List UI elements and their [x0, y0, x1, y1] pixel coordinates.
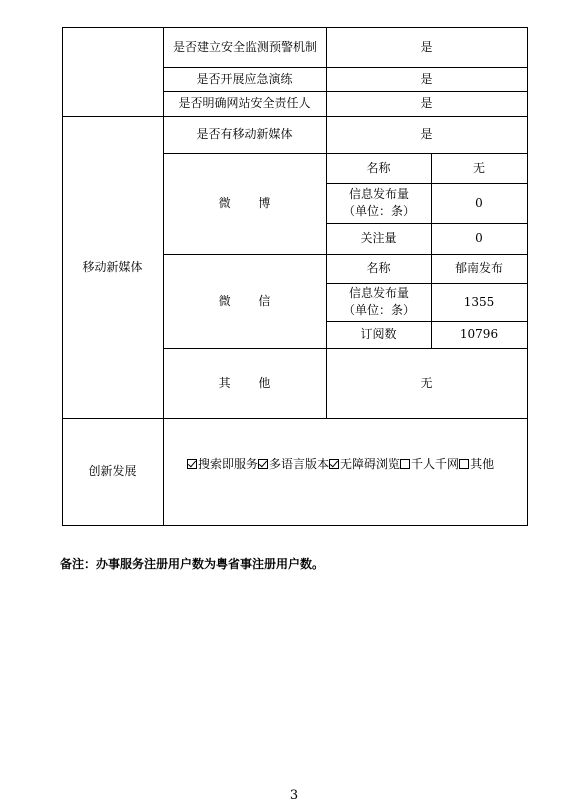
innovation-label: 创新发展 — [88, 464, 137, 478]
page-number: 3 — [289, 788, 299, 803]
row-label: 是否开展应急演练 — [196, 71, 293, 86]
option-search-service[interactable]: 搜索即服务 — [187, 457, 258, 471]
option-personalized[interactable]: 千人千网 — [400, 457, 459, 471]
row-label: 是否明确网站安全责任人 — [178, 96, 311, 110]
row-value: 是 — [420, 127, 433, 141]
wechat-subscribers-value: 10796 — [459, 327, 499, 341]
checkbox-checked-icon[interactable] — [187, 459, 197, 469]
other-media-value: 无 — [420, 375, 433, 390]
row-value: 是 — [420, 96, 433, 110]
checkbox-unchecked-icon[interactable] — [459, 459, 469, 469]
row-label: 是否有移动新媒体 — [196, 127, 293, 141]
weibo-name-value: 无 — [472, 160, 485, 175]
checkbox-checked-icon[interactable] — [329, 459, 339, 469]
wechat-posts-label: 信息发布量（单位：条） — [342, 286, 415, 317]
weibo-posts-value: 0 — [475, 195, 483, 210]
option-accessibility[interactable]: 无障碍浏览 — [329, 457, 400, 471]
wechat-label: 微 信 — [218, 293, 283, 308]
innovation-options — [187, 455, 494, 472]
checkbox-unchecked-icon[interactable] — [400, 459, 410, 469]
row-value: 是 — [420, 71, 433, 86]
option-other[interactable]: 其他 — [459, 457, 494, 471]
wechat-subscribers-label: 订阅数 — [360, 327, 397, 341]
weibo-followers-value: 0 — [475, 231, 483, 245]
weibo-posts-label: 信息发布量（单位：条） — [342, 187, 415, 218]
weibo-label: 微 博 — [218, 196, 283, 210]
wechat-posts-value: 1355 — [463, 294, 495, 309]
table-border-bottom — [62, 525, 528, 526]
other-media-label: 其 他 — [218, 375, 283, 390]
weibo-name-label: 名称 — [366, 160, 391, 175]
section-label-mobile-media: 移动新媒体 — [82, 259, 143, 274]
footnote: 备注：办事服务注册用户数为粤省事注册用户数。 — [60, 557, 325, 571]
wechat-name-label: 名称 — [366, 261, 391, 275]
weibo-followers-label: 关注量 — [360, 231, 397, 245]
table-border-right — [527, 27, 528, 525]
checkbox-checked-icon[interactable] — [258, 459, 268, 469]
row-label: 是否建立安全监测预警机制 — [172, 39, 317, 54]
row-value: 是 — [420, 39, 433, 54]
option-multilingual[interactable]: 多语言版本 — [258, 457, 329, 471]
wechat-name-value: 郁南发布 — [454, 261, 503, 275]
